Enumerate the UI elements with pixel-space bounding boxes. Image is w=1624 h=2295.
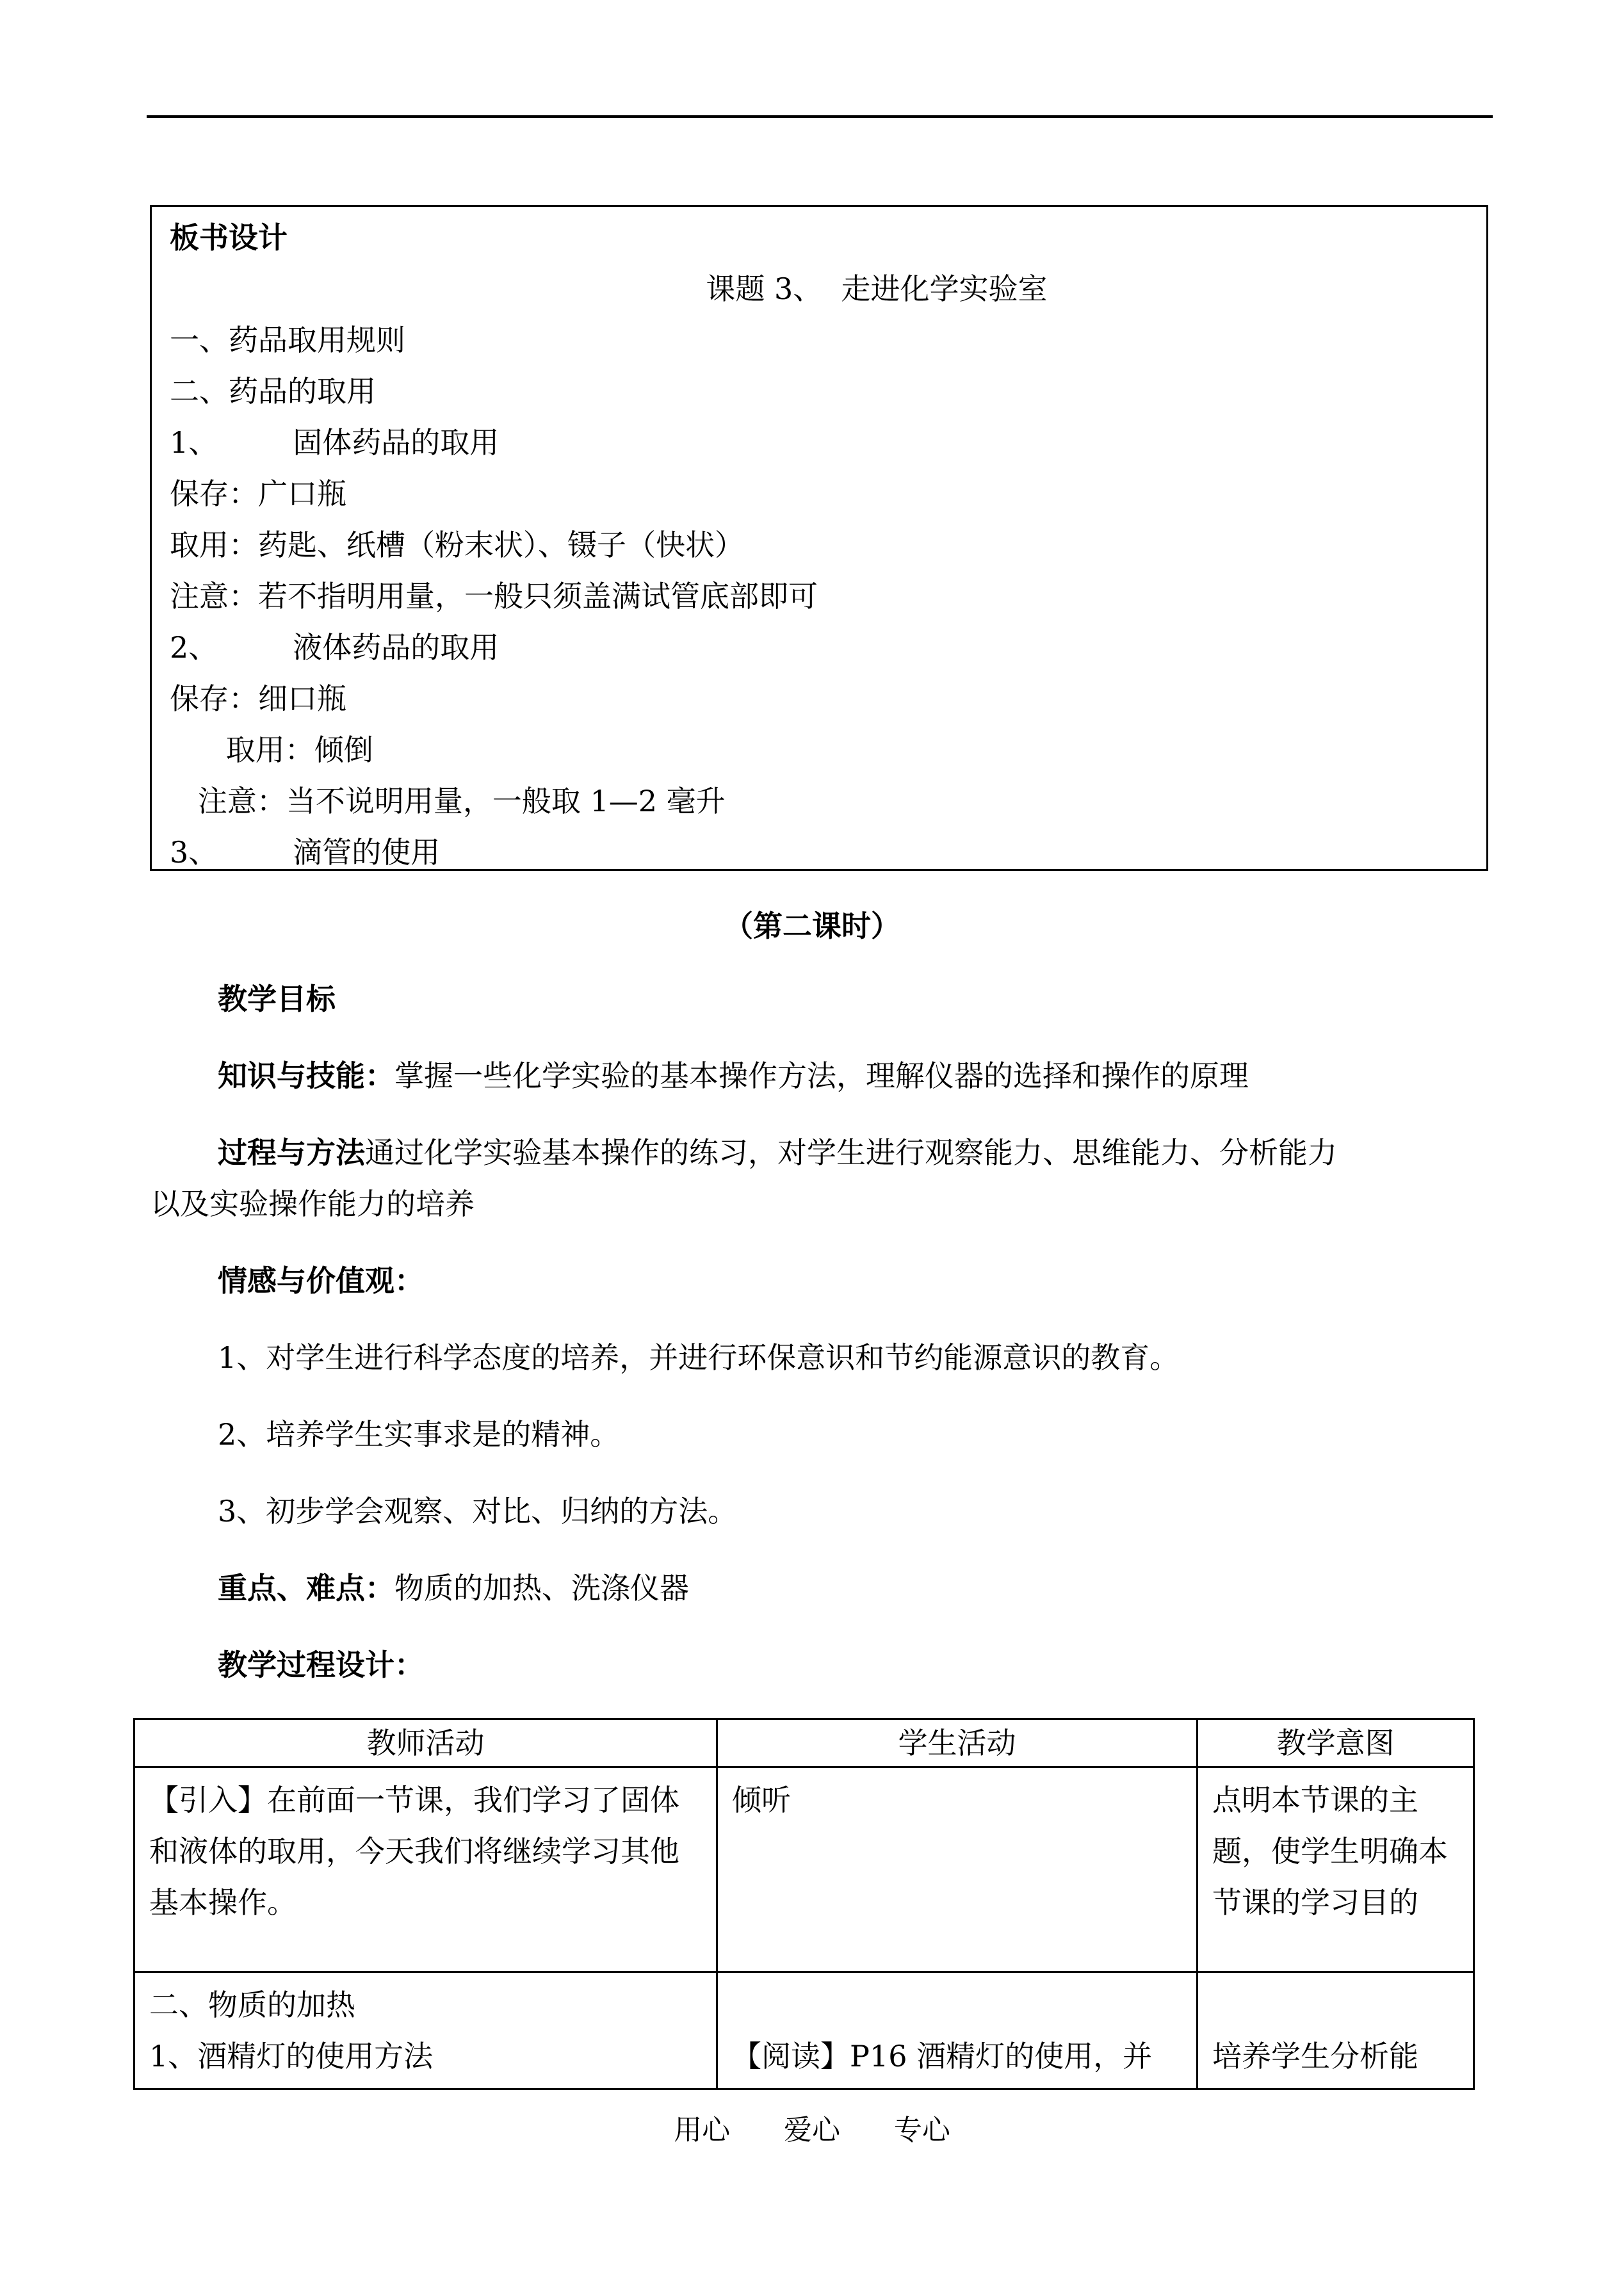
table-header-row — [134, 1719, 1474, 1767]
process-table — [133, 1718, 1475, 2090]
teacher-line: 二、物质的加热 — [149, 1988, 355, 2022]
process-methods: 过程与方法通过化学实验基本操作的练习，对学生进行观察能力、思维能力、分析能力 — [218, 1135, 1337, 1170]
knowledge-skills: 知识与技能：掌握一些化学实验的基本操作方法，理解仪器的选择和操作的原理 — [218, 1058, 1249, 1093]
board-line: 3、 滴管的使用 — [170, 835, 441, 870]
teacher-cell: 【引入】在前面一节课，我们学习了固体和液体的取用，今天我们将继续学习其他基本操作。 — [134, 1767, 717, 1972]
goals-heading: 教学目标 — [218, 982, 336, 1016]
student-cell: 倾听 — [717, 1767, 1198, 1972]
header-student: 学生活动 — [717, 1719, 1198, 1767]
board-design-box — [150, 205, 1488, 871]
board-line: 取用：倾倒 — [170, 733, 373, 767]
intent-cell: 培养学生分析能 — [1198, 1972, 1474, 2089]
board-line: 1、 固体药品的取用 — [170, 425, 499, 460]
teacher-cell — [134, 1972, 717, 2089]
key-points: 重点、难点：物质的加热、洗涤仪器 — [218, 1571, 689, 1605]
process-methods-cont: 以及实验操作能力的培养 — [150, 1187, 475, 1221]
board-title: 课题 3、 走进化学实验室 — [706, 272, 1048, 306]
student-cell: 【阅读】P16 酒精灯的使用，并 — [717, 1972, 1198, 2089]
teacher-line: 1、酒精灯的使用方法 — [149, 2039, 434, 2073]
emotion-item: 3、初步学会观察、对比、归纳的方法。 — [218, 1494, 738, 1529]
board-line: 注意：若不指明用量，一般只须盖满试管底部即可 — [170, 579, 818, 613]
emotion-item: 2、培养学生实事求是的精神。 — [218, 1417, 620, 1452]
board-heading: 板书设计 — [170, 220, 288, 255]
board-line: 注意：当不说明用量，一般取 1—2 毫升 — [170, 784, 726, 818]
board-line: 一、药品取用规则 — [170, 323, 405, 357]
emotion-heading: 情感与价值观： — [218, 1263, 424, 1298]
lesson-period: （第二课时） — [724, 909, 900, 943]
board-line: 保存：细口瓶 — [170, 681, 346, 716]
board-line: 2、 液体药品的取用 — [170, 630, 499, 665]
board-line: 二、药品的取用 — [170, 374, 376, 409]
table-row — [134, 1767, 1474, 1972]
emotion-item: 1、对学生进行科学态度的培养，并进行环保意识和节约能源意识的教育。 — [218, 1340, 1180, 1375]
board-line: 取用：药匙、纸槽（粉末状）、镊子（快状） — [170, 528, 744, 562]
board-line: 保存：广口瓶 — [170, 476, 346, 511]
design-heading: 教学过程设计： — [218, 1648, 424, 1682]
header-rule — [147, 115, 1493, 118]
header-teacher: 教师活动 — [134, 1719, 717, 1767]
table-row — [134, 1972, 1474, 2089]
intent-cell: 点明本节课的主题，使学生明确本节课的学习目的 — [1198, 1767, 1474, 1972]
header-intent: 教学意图 — [1198, 1719, 1474, 1767]
page-footer: 用心 爱心 专心 — [674, 2114, 950, 2146]
